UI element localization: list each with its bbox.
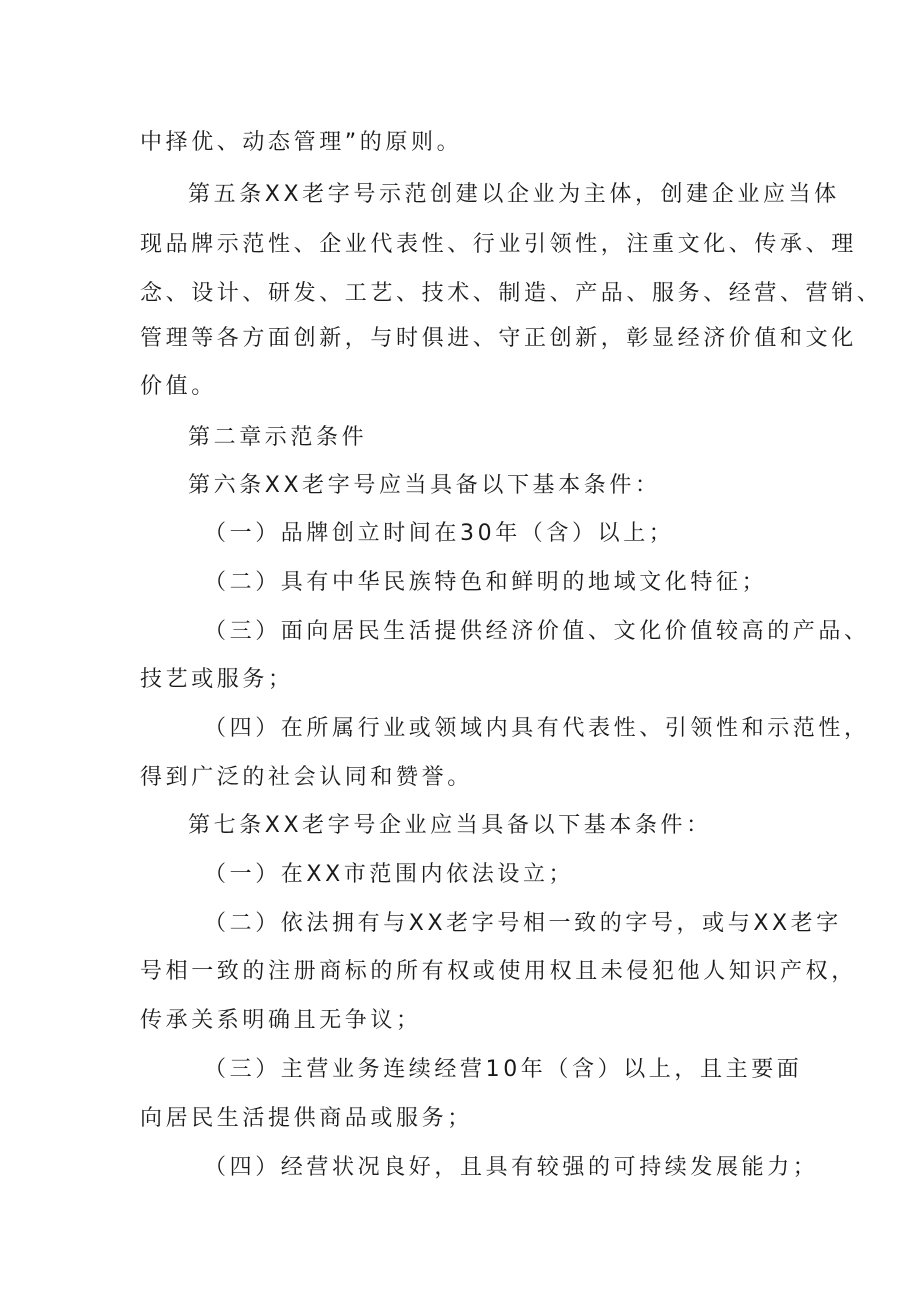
- text-line: （三）主营业务连续经营10年（含）以上，且主要面: [204, 1057, 803, 1082]
- text-line: 中择优、动态管理”的原则。: [140, 130, 463, 155]
- section-heading: 第二章示范条件: [188, 425, 368, 450]
- text-line: 号相一致的注册商标的所有权或使用权且未侵犯他人知识产权，: [140, 959, 857, 984]
- text-line: 念、设计、研发、工艺、技术、制造、产品、服务、经营、营销、: [140, 281, 883, 306]
- text-line: （一）在XX市范围内依法设立；: [204, 862, 575, 887]
- text-line: 得到广泛的社会认同和赞誉。: [140, 765, 473, 790]
- text-line: （二）具有中华民族特色和鲜明的地域文化特征；: [204, 570, 768, 595]
- text-line: （四）在所属行业或领域内具有代表性、引领性和示范性，: [204, 716, 870, 741]
- text-line: 传承关系明确且无争议；: [140, 1008, 422, 1033]
- text-line: 向居民生活提供商品或服务；: [140, 1106, 473, 1131]
- text-line: 技艺或服务；: [140, 667, 294, 692]
- text-line: （三）面向居民生活提供经济价值、文化价值较高的产品、: [204, 619, 870, 644]
- text-line: （二）依法拥有与XX老字号相一致的字号，或与XX老字: [204, 911, 842, 936]
- text-line: 第七条XX老字号企业应当具备以下基本条件：: [188, 813, 712, 838]
- text-line: 第六条XX老字号应当具备以下基本条件：: [188, 473, 661, 498]
- text-line: （一）品牌创立时间在30年（含）以上；: [204, 521, 675, 546]
- text-line: 管理等各方面创新，与时俱进、守正创新，彰显经济价值和文化: [140, 326, 857, 351]
- text-line: 现品牌示范性、企业代表性、行业引领性，注重文化、传承、理: [140, 232, 857, 257]
- text-line: 第五条XX老字号示范创建以企业为主体，创建企业应当体: [188, 182, 840, 207]
- text-line: 价值。: [140, 374, 217, 399]
- text-line: （四）经营状况良好，且具有较强的可持续发展能力；: [204, 1155, 819, 1180]
